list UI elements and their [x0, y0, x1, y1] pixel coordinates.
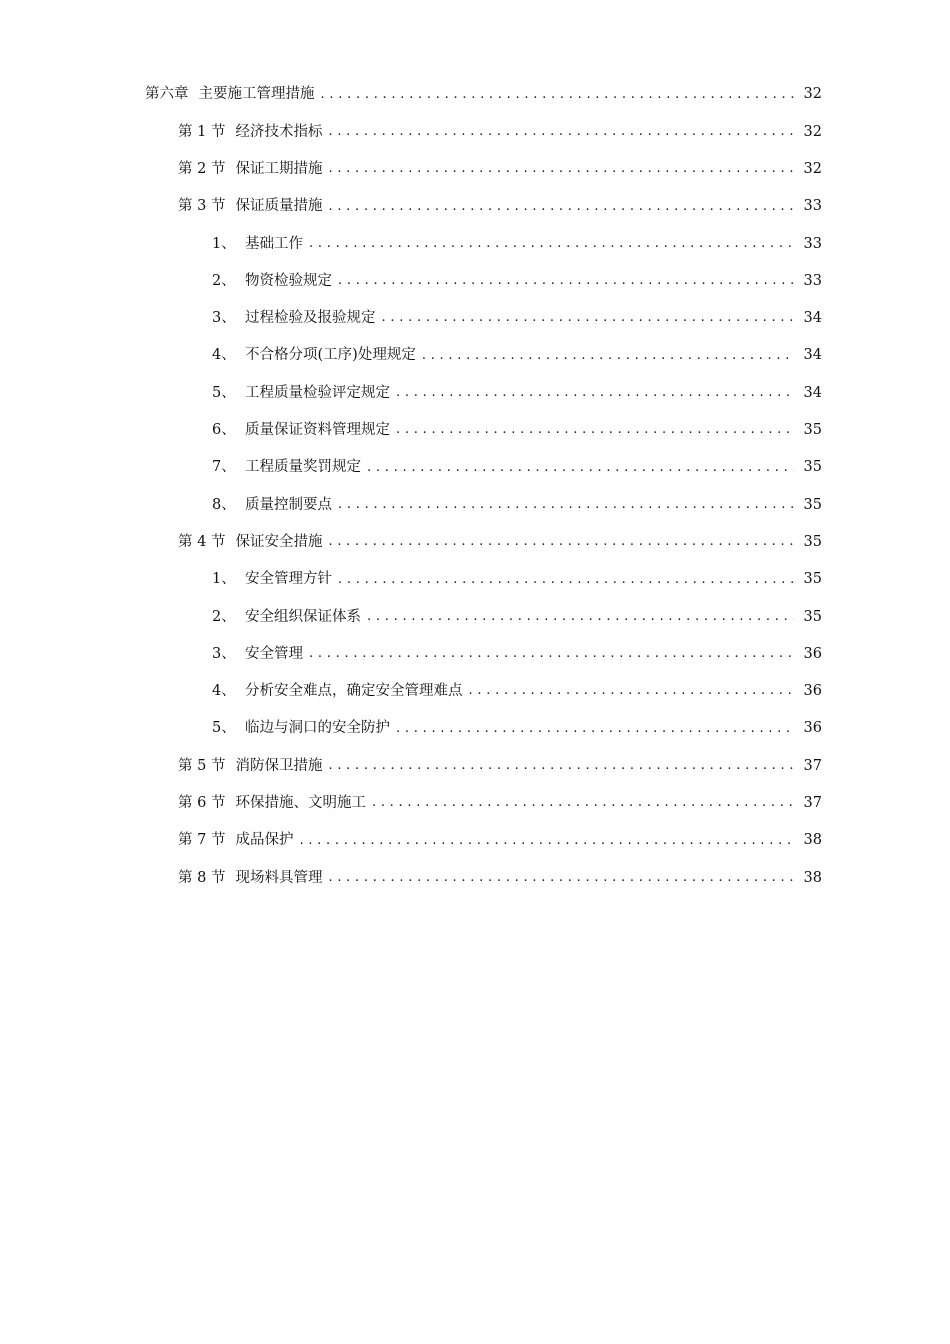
dot-leader — [321, 87, 795, 103]
toc-entry-title: 现场料具管理 — [235, 869, 323, 886]
toc-entry-section-4[interactable] — [0, 524, 950, 561]
toc-entry-item[interactable] — [0, 561, 950, 598]
table-of-contents — [0, 76, 950, 897]
toc-entry-page: 35 — [803, 571, 822, 588]
toc-entry-page: 33 — [803, 198, 822, 215]
toc-entry-page: 35 — [803, 422, 822, 439]
dot-leader — [367, 460, 794, 476]
toc-entry-item[interactable] — [0, 673, 950, 710]
toc-entry-number: 8、 — [212, 496, 236, 513]
toc-entry-title: 保证质量措施 — [235, 198, 323, 215]
toc-entry-title: 保证安全措施 — [235, 533, 323, 550]
toc-entry-title: 安全管理 — [245, 645, 303, 662]
dot-leader — [396, 721, 794, 737]
toc-entry-item[interactable] — [0, 374, 950, 411]
toc-entry-page: 35 — [803, 496, 822, 513]
toc-entry-number: 第 6 节 — [178, 795, 226, 812]
toc-entry-page: 38 — [803, 869, 822, 886]
toc-entry-page: 38 — [803, 832, 822, 849]
toc-entry-number: 4、 — [212, 347, 236, 364]
toc-entry-number: 5、 — [212, 720, 236, 737]
toc-entry-number: 6、 — [212, 422, 236, 439]
toc-entry-title: 质量保证资料管理规定 — [245, 422, 390, 439]
toc-entry-page: 33 — [803, 235, 822, 252]
toc-entry-number: 第 5 节 — [178, 757, 226, 774]
toc-entry-item[interactable] — [0, 262, 950, 299]
toc-entry-item[interactable] — [0, 635, 950, 672]
toc-entry-title: 消防保卫措施 — [235, 757, 323, 774]
dot-leader — [338, 273, 794, 289]
toc-entry-item[interactable] — [0, 300, 950, 337]
toc-entry-page: 37 — [803, 757, 822, 774]
dot-leader — [328, 870, 794, 886]
toc-entry-title: 质量控制要点 — [245, 496, 332, 513]
toc-entry-page: 35 — [803, 459, 822, 476]
dot-leader — [382, 310, 795, 326]
dot-leader — [469, 683, 795, 699]
toc-entry-title: 物资检验规定 — [245, 272, 332, 289]
dot-leader — [328, 534, 794, 550]
toc-entry-number: 2、 — [212, 272, 236, 289]
toc-entry-title: 过程检验及报验规定 — [245, 310, 376, 327]
toc-entry-number: 5、 — [212, 384, 236, 401]
toc-entry-number: 1、 — [212, 571, 236, 588]
toc-entry-section-5[interactable] — [0, 747, 950, 784]
toc-entry-number: 第 4 节 — [178, 533, 226, 550]
toc-entry-page: 37 — [803, 795, 822, 812]
toc-entry-item[interactable] — [0, 710, 950, 747]
dot-leader — [396, 422, 794, 438]
dot-leader — [396, 385, 794, 401]
toc-entry-page: 33 — [803, 272, 822, 289]
toc-entry-title: 保证工期措施 — [235, 160, 323, 177]
toc-entry-page: 32 — [803, 160, 822, 177]
dot-leader — [328, 758, 794, 774]
toc-entry-title: 成品保护 — [235, 832, 294, 849]
toc-entry-title: 分析安全难点，确定安全管理难点 — [245, 683, 463, 700]
toc-entry-chapter-6[interactable] — [0, 76, 950, 113]
toc-entry-number: 3、 — [212, 310, 236, 327]
dot-leader — [328, 161, 794, 177]
toc-entry-title: 工程质量奖罚规定 — [245, 459, 361, 476]
toc-entry-item[interactable] — [0, 412, 950, 449]
toc-entry-item[interactable] — [0, 598, 950, 635]
toc-entry-page: 34 — [803, 347, 822, 364]
toc-entry-page: 35 — [803, 608, 822, 625]
dot-leader — [338, 572, 794, 588]
toc-entry-section-8[interactable] — [0, 859, 950, 896]
toc-entry-number: 2、 — [212, 608, 236, 625]
toc-entry-page: 35 — [803, 533, 822, 550]
toc-entry-number: 第 2 节 — [178, 160, 226, 177]
toc-entry-number: 7、 — [212, 459, 236, 476]
dot-leader — [372, 795, 794, 811]
toc-entry-number: 第六章 — [145, 86, 189, 103]
toc-entry-item[interactable] — [0, 225, 950, 262]
toc-entry-number: 第 7 节 — [178, 832, 226, 849]
toc-entry-section-2[interactable] — [0, 151, 950, 188]
dot-leader — [328, 124, 794, 140]
toc-entry-title: 基础工作 — [245, 235, 303, 252]
toc-entry-item[interactable] — [0, 337, 950, 374]
toc-entry-title: 主要施工管理措施 — [198, 86, 315, 103]
toc-entry-page: 32 — [803, 86, 822, 103]
toc-entry-title: 经济技术指标 — [235, 123, 323, 140]
toc-entry-number: 第 3 节 — [178, 198, 226, 215]
dot-leader — [338, 497, 794, 513]
dot-leader — [367, 609, 794, 625]
toc-entry-section-1[interactable] — [0, 113, 950, 150]
dot-leader — [309, 646, 794, 662]
toc-entry-section-6[interactable] — [0, 785, 950, 822]
toc-entry-title: 环保措施、文明施工 — [235, 795, 366, 812]
toc-entry-title: 临边与洞口的安全防护 — [245, 720, 390, 737]
toc-entry-item[interactable] — [0, 486, 950, 523]
toc-entry-section-3[interactable] — [0, 188, 950, 225]
toc-entry-page: 34 — [803, 384, 822, 401]
toc-entry-title: 不合格分项(工序)处理规定 — [245, 347, 416, 364]
dot-leader — [309, 236, 794, 252]
toc-entry-title: 安全组织保证体系 — [245, 608, 361, 625]
toc-entry-title: 工程质量检验评定规定 — [245, 384, 390, 401]
toc-entry-section-7[interactable] — [0, 822, 950, 859]
dot-leader — [422, 348, 794, 364]
dot-leader — [299, 833, 794, 849]
toc-entry-title: 安全管理方针 — [245, 571, 332, 588]
dot-leader — [328, 199, 794, 215]
toc-entry-item[interactable] — [0, 449, 950, 486]
toc-entry-page: 36 — [803, 683, 822, 700]
toc-entry-page: 32 — [803, 123, 822, 140]
toc-entry-number: 第 1 节 — [178, 123, 226, 140]
toc-entry-number: 第 8 节 — [178, 869, 226, 886]
toc-entry-page: 36 — [803, 720, 822, 737]
toc-entry-page: 36 — [803, 645, 822, 662]
toc-entry-number: 3、 — [212, 645, 236, 662]
toc-entry-number: 4、 — [212, 683, 236, 700]
toc-entry-number: 1、 — [212, 235, 236, 252]
toc-entry-page: 34 — [803, 310, 822, 327]
